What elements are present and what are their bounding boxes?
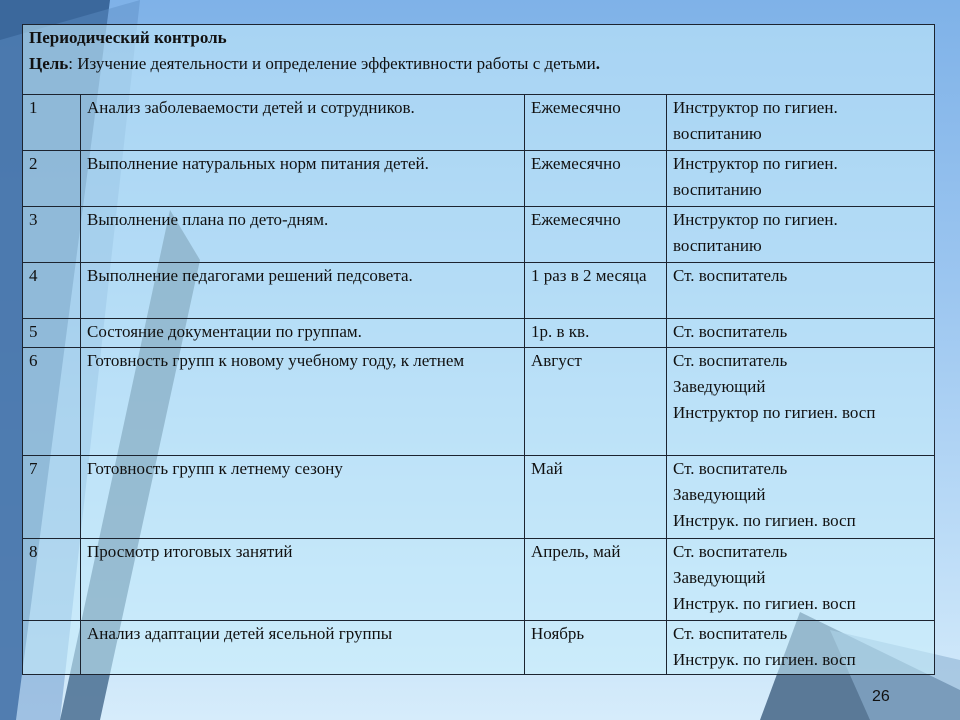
row-number: 6 (23, 348, 81, 456)
responsible-line: Ст. воспитатель (673, 322, 788, 341)
row-task: Готовность групп к новому учебному году, к летнем (81, 348, 525, 456)
header-cell (23, 25, 935, 95)
table-row (23, 348, 935, 456)
responsible-line: Инструк. по гигиен. восп (673, 650, 856, 669)
row-number: 3 (23, 207, 81, 263)
row-number: 5 (23, 319, 81, 348)
row-period: Ноябрь (525, 621, 667, 675)
row-number (23, 621, 81, 675)
row-period: Апрель, май (525, 539, 667, 621)
responsible-line: Инструк. по гигиен. восп (673, 511, 856, 530)
row-task: Просмотр итоговых занятий (81, 539, 525, 621)
row-task: Анализ заболеваемости детей и сотрудников. (81, 95, 525, 151)
row-task: Анализ адаптации детей ясельной группы (81, 621, 525, 675)
page-number: 26 (872, 688, 890, 705)
responsible-line: Заведующий (673, 568, 766, 587)
goal-label: Цель (29, 54, 69, 73)
responsible-line: Ст. воспитатель (673, 624, 788, 643)
responsible-line: Инструктор по гигиен. восп (673, 403, 876, 422)
row-period: Ежемесячно (525, 95, 667, 151)
goal-end: . (595, 54, 600, 73)
row-responsible (667, 151, 935, 207)
row-responsible (667, 621, 935, 675)
table-row (23, 456, 935, 539)
row-number: 1 (23, 95, 81, 151)
responsible-line: Ст. воспитатель (673, 266, 788, 285)
table-title: Периодический контроль (29, 28, 227, 47)
row-task: Состояние документации по группам. (81, 319, 525, 348)
table-row (23, 621, 935, 675)
goal-line (29, 51, 928, 77)
responsible-line: Инструктор по гигиен. воспитанию (673, 210, 838, 255)
row-number: 7 (23, 456, 81, 539)
row-period: Ежемесячно (525, 207, 667, 263)
row-task: Готовность групп к летнему сезону (81, 456, 525, 539)
responsible-line: Инструктор по гигиен. воспитанию (673, 98, 838, 143)
row-responsible (667, 263, 935, 319)
row-responsible (667, 319, 935, 348)
row-number: 4 (23, 263, 81, 319)
responsible-line: Заведующий (673, 377, 766, 396)
row-task: Выполнение педагогами решений педсовета. (81, 263, 525, 319)
responsible-line: Ст. воспитатель (673, 542, 788, 561)
table-row (23, 319, 935, 348)
table-row (23, 263, 935, 319)
table-row (23, 207, 935, 263)
table-row (23, 95, 935, 151)
row-task: Выполнение плана по дето-дням. (81, 207, 525, 263)
responsible-line: Инструк. по гигиен. восп (673, 594, 856, 613)
responsible-line: Инструктор по гигиен. воспитанию (673, 154, 838, 199)
responsible-line: Ст. воспитатель (673, 459, 788, 478)
row-task: Выполнение натуральных норм питания детей. (81, 151, 525, 207)
responsible-line: Заведующий (673, 485, 766, 504)
row-number: 8 (23, 539, 81, 621)
table-row (23, 539, 935, 621)
row-responsible (667, 207, 935, 263)
row-period: 1 раз в 2 месяца (525, 263, 667, 319)
row-responsible (667, 95, 935, 151)
row-period: Ежемесячно (525, 151, 667, 207)
control-plan-table (22, 24, 935, 675)
goal-text: : Изучение деятельности и определение эффективности работы с детьми (68, 54, 596, 73)
row-number: 2 (23, 151, 81, 207)
responsible-line: Ст. воспитатель (673, 351, 788, 370)
row-period: Август (525, 348, 667, 456)
row-responsible (667, 539, 935, 621)
table-header-row (23, 25, 935, 95)
row-responsible (667, 348, 935, 456)
row-period: 1р. в кв. (525, 319, 667, 348)
row-responsible (667, 456, 935, 539)
row-period: Май (525, 456, 667, 539)
table-row (23, 151, 935, 207)
